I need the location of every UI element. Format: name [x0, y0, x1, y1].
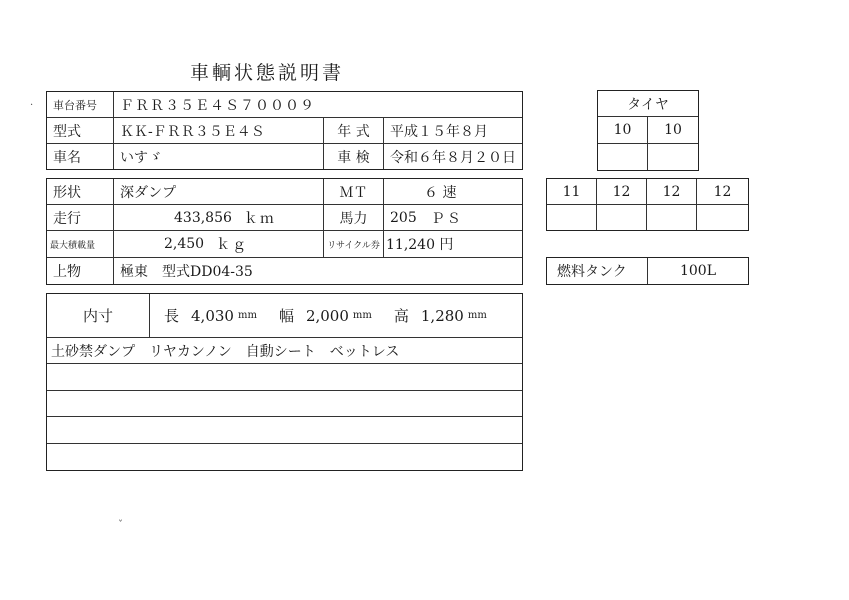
chassis-number-label: 車台番号: [47, 92, 114, 118]
power-unit: ＰＳ: [430, 210, 463, 227]
height-label: 高: [393, 307, 409, 325]
tire-rear-3: 12: [647, 179, 697, 205]
length-unit: mm: [237, 310, 257, 321]
mileage-label: 走行: [47, 205, 114, 231]
notes-row: [47, 444, 522, 470]
dimensions-notes-table: [46, 293, 523, 471]
specs-table: [46, 178, 523, 285]
tire-rear-blank: [647, 205, 697, 230]
transmission-value: ６ 速: [384, 179, 522, 205]
power-value: 205: [390, 209, 417, 226]
notes-row: [47, 364, 522, 391]
height-unit: mm: [467, 310, 487, 321]
length-value: 4,030: [191, 306, 234, 325]
fuel-tank-table: [546, 257, 749, 285]
recycle-label: リサイクル券: [324, 231, 384, 258]
tire-header: タイヤ: [598, 91, 698, 117]
tire-front-table: [597, 90, 699, 171]
transmission-label: ＭＴ: [324, 179, 384, 205]
power-label: 馬力: [324, 205, 384, 231]
dimensions-label: 内寸: [47, 294, 150, 338]
fuel-tank-label: 燃料タンク: [547, 258, 648, 284]
tire-rear-table: [546, 178, 749, 231]
model-label: 型式: [47, 118, 114, 144]
width-unit: mm: [352, 310, 372, 321]
year-label: 年 式: [324, 118, 384, 144]
mileage-cell: [114, 205, 324, 231]
tire-front-left-blank: [598, 144, 648, 170]
document-title: 車輌状態説明書: [190, 62, 345, 84]
capacity-unit: ｋｇ: [216, 237, 249, 253]
tire-rear-blank: [597, 205, 647, 230]
notes-row: [47, 417, 522, 444]
tire-front-left: 10: [598, 117, 648, 144]
tire-rear-1: 11: [547, 179, 597, 205]
width-value: 2,000: [305, 306, 349, 325]
notes-row: [47, 391, 522, 417]
inspection-value: 令和６年８月２０日: [390, 149, 516, 166]
body-label: 上物: [47, 258, 114, 284]
capacity-cell: [114, 231, 324, 258]
length-label: 長: [164, 307, 180, 325]
capacity-label: 最大積載量: [47, 231, 114, 258]
tire-rear-4: 12: [697, 179, 748, 205]
notes-row: 土砂禁ダンプ リヤカンノン 自動シート ベットレス: [47, 338, 522, 364]
scan-speck: ·: [30, 100, 34, 111]
width-label: 幅: [278, 307, 294, 325]
mileage-value: 433,856: [174, 209, 232, 226]
fuel-tank-value: 100L: [679, 263, 717, 279]
maker-value: いすゞ: [114, 144, 324, 169]
power-cell: [384, 205, 522, 231]
dimensions-values: [150, 294, 522, 338]
capacity-value: 2,450: [164, 236, 205, 252]
mileage-unit: ｋｍ: [243, 210, 276, 227]
tire-rear-blank: [547, 205, 597, 230]
tire-front-right-blank: [648, 144, 698, 170]
recycle-value: 11,240 円: [384, 231, 522, 258]
scan-speck: ˇ: [118, 520, 123, 531]
maker-label: 車名: [47, 144, 114, 169]
shape-value: 深ダンプ: [114, 179, 324, 205]
inspection-label: 車 検: [324, 144, 384, 169]
body-value: 極東 型式DD04-35: [120, 264, 253, 280]
shape-label: 形状: [47, 179, 114, 205]
year-value: 平成１５年８月: [384, 118, 522, 144]
vehicle-info-table: [46, 91, 523, 170]
chassis-number-value: ＦＲＲ３５Ｅ４Ｓ７０００９: [114, 92, 522, 118]
model-value: ＫＫ-ＦＲＲ３５Ｅ４Ｓ: [114, 118, 324, 144]
tire-rear-blank: [697, 205, 748, 230]
tire-rear-2: 12: [597, 179, 647, 205]
height-value: 1,280: [420, 306, 464, 325]
tire-front-right: 10: [648, 117, 698, 144]
